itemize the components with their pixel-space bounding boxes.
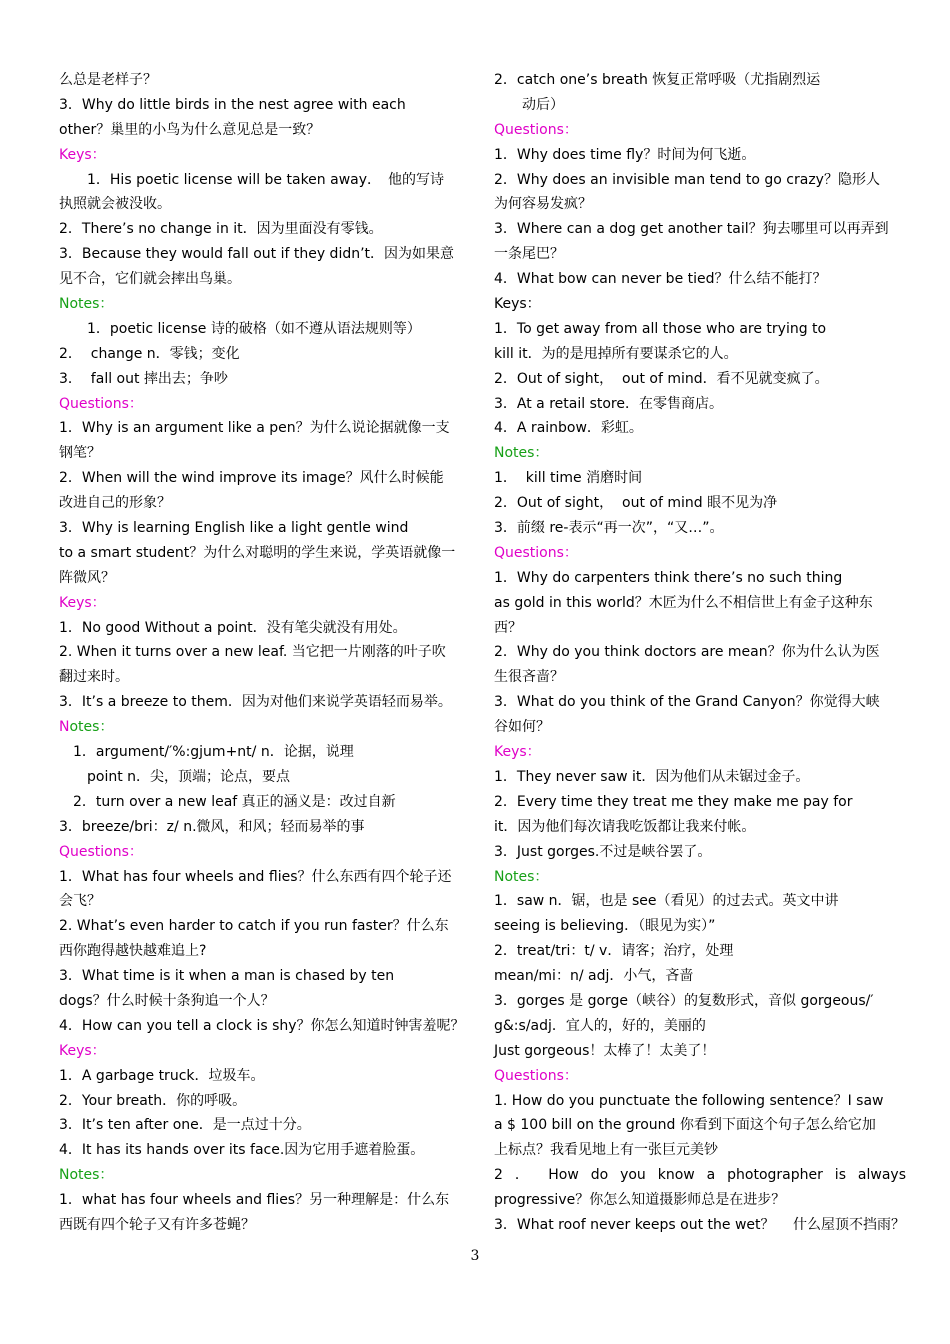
text-line: 阵微风？	[59, 569, 115, 586]
text-line: 2．turn over a new leaf 真正的涵义是：改过自新	[73, 793, 396, 810]
text-line: 3．前缀 re-表示“再一次”，“又…”。	[494, 520, 724, 537]
section-heading: Keys：	[59, 146, 106, 163]
text-line: as gold in this world？木匠为什么不相信世上有金子这种东	[494, 594, 873, 611]
text-line: 4．A rainbow．彩虹。	[494, 420, 643, 437]
text-line: 2．Out of sight， out of mind 眼不见为净	[494, 495, 778, 512]
text-line: 1．To get away from all those who are trying to	[494, 320, 827, 337]
text-line: 2. What’s even harder to catch if you run faster？什么东	[59, 918, 449, 935]
section-heading: Questions：	[494, 1067, 578, 1084]
text-line: 4．How can you tell a clock is shy？你怎么知道时钟害羞呢？	[59, 1017, 465, 1034]
text-line: 3．Why is learning English like a light gentle wind	[59, 520, 409, 537]
section-heading: Keys：	[59, 594, 106, 611]
text-line: Just gorgeous！太棒了！太美了！	[494, 1042, 716, 1059]
text-line: 1．Why do carpenters think there’s no such thing	[494, 569, 843, 586]
text-line: 1．poetic license 诗的破格（如不遵从语法规则等）	[87, 320, 421, 337]
text-line: g&:s/adj．宜人的，好的，美丽的	[494, 1017, 706, 1034]
text-line: other？巢里的小鸟为什么意见总是一致？	[59, 121, 321, 138]
text-line: dogs？什么时候十条狗追一个人？	[59, 992, 275, 1009]
text-line: 2．Out of sight， out of mind．看不见就变疯了。	[494, 370, 829, 387]
page-number: 3	[470, 1248, 480, 1264]
text-line: 2．Why do you think doctors are mean？你为什么认为医	[494, 644, 880, 661]
text-line: 会飞？	[59, 893, 101, 910]
text-line: 3． fall out 摔出去；争吵	[59, 370, 228, 387]
section-heading: Notes：	[59, 1167, 114, 1184]
text-line: 1．A garbage truck．垃圾车。	[59, 1067, 265, 1084]
text-line: 3．At a retail store．在零售商店。	[494, 395, 723, 412]
text-line: 2．There’s no change in it．因为里面没有零钱。	[59, 221, 383, 238]
text-line: 1． kill time 消磨时间	[494, 470, 643, 487]
section-heading: Keys：	[494, 296, 541, 313]
section-heading: Notes：	[494, 868, 549, 885]
text-line: 1．They never saw it．因为他们从未锯过金子。	[494, 768, 810, 785]
text-line: 1．what has four wheels and flies？另一种理解是：什么东	[59, 1192, 450, 1209]
text-line: 西？	[494, 619, 522, 636]
text-line: 2．treat/tri：t/ v．请客；治疗，处理	[494, 943, 734, 960]
section-heading: Questions：	[494, 544, 578, 561]
text-line: 1．argument/′%:gjum+nt/ n．论据，说理	[73, 744, 354, 761]
text-line: 2．catch one’s breath 恢复正常呼吸（尤指剧烈运	[494, 72, 821, 88]
text-line: point n．尖，顶端；论点，要点	[87, 768, 291, 785]
text-line: 生很吝啬？	[494, 669, 564, 686]
section-heading	[59, 715, 469, 740]
text-line: 1．What has four wheels and flies？什么东西有四个轮子还	[59, 868, 452, 885]
text-line: 2．Your breath．你的呼吸。	[59, 1092, 247, 1109]
text-line: kill it．为的是甩掉所有要谋杀它的人。	[494, 345, 738, 362]
text-line: 翻过来时。	[59, 669, 129, 686]
text-line: 2．Why does an invisible man tend to go crazy？隐形人	[494, 171, 880, 188]
text-line: 一条尾巴？	[494, 246, 564, 263]
text-line: mean/mi：n/ adj．小气，吝啬	[494, 968, 694, 985]
text-line: 2. When it turns over a new leaf. 当它把一片刚落的叶子吹	[59, 644, 446, 661]
text-line: 1. How do you punctuate the following sentence？I saw	[494, 1092, 884, 1109]
text-line: seeing is believing．（眼见为实）”	[494, 918, 716, 935]
text-line: 上标点？我看见地上有一张巨元美钞	[494, 1142, 718, 1159]
text-line: 见不合，它们就会摔出鸟巢。	[59, 271, 241, 288]
text-line: 执照就会被没收。	[59, 196, 171, 213]
text-line: 3．What time is it when a man is chased by ten	[59, 968, 395, 985]
text-line: 么总是老样子？	[59, 72, 157, 88]
text-line: 2．Every time they treat me they make me pay for	[494, 793, 853, 810]
section-heading: Keys：	[494, 744, 541, 761]
text-line: a $ 100 bill on the ground 你看到下面这个句子怎么给它加	[494, 1117, 876, 1134]
section-heading: Questions：	[59, 843, 143, 860]
text-line: 3．Why do little birds in the nest agree with each	[59, 96, 406, 113]
text-line: 2． change n．零钱；变化	[59, 345, 240, 362]
text-line: 1．Why does time fly？时间为何飞逝。	[494, 146, 756, 163]
text-line: progressive？你怎么知道摄影师总是在进步？	[494, 1192, 786, 1209]
text-line: 3．Just gorges.不过是峡谷罢了。	[494, 843, 712, 860]
text-line: 钢笔？	[59, 445, 101, 462]
text-line: 动后）	[522, 96, 564, 113]
text-line: to a smart student？为什么对聪明的学生来说，学英语就像一	[59, 544, 456, 561]
left-column	[59, 68, 469, 1238]
text-line: 3．gorges 是 gorge（峡谷）的复数形式，音似 gorgeous/′	[494, 992, 874, 1009]
text-line: 3．What do you think of the Grand Canyon？你觉得大峡	[494, 694, 880, 711]
text-line: 改进自己的形象？	[59, 495, 171, 512]
text-line: 1．Why is an argument like a pen？为什么说论据就像一支	[59, 420, 450, 437]
section-heading: Questions：	[59, 395, 143, 412]
section-heading: Questions：	[494, 121, 578, 138]
text-line: 1．saw n．锯，也是 see（看见）的过去式。英文中讲	[494, 893, 839, 910]
section-heading: Notes：	[59, 296, 114, 313]
text-line: 3．Because they would fall out if they didn’t．因为如果意	[59, 246, 455, 263]
text-line: 3．Where can a dog get another tail？狗去哪里可以再弄到	[494, 221, 889, 238]
section-heading: Notes：	[494, 445, 549, 462]
heading-initial: N	[59, 719, 70, 736]
text-line: 2 ． How do you know a photographer is always	[494, 1167, 906, 1184]
text-line: 西你跑得越快越难追上?	[59, 943, 207, 960]
section-heading: Keys：	[59, 1042, 106, 1059]
right-column	[494, 68, 906, 1238]
text-line: 为何容易发疯？	[494, 196, 592, 213]
text-line: 1．No good Without a point．没有笔尖就没有用处。	[59, 619, 407, 636]
heading-rest: otes：	[69, 719, 114, 736]
text-line: 3．It’s ten after one．是一点过十分。	[59, 1117, 311, 1134]
text-line: 4．What bow can never be tied？什么结不能打？	[494, 271, 827, 288]
text-line: it．因为他们每次请我吃饭都让我来付帐。	[494, 818, 756, 835]
text-line: 3．breeze/bri：z/ n.微风，和风；轻而易举的事	[59, 818, 365, 835]
text-line: 1．His poetic license will be taken away． 他的写诗	[87, 171, 445, 188]
text-line: 西既有四个轮子又有许多苍蝇？	[59, 1216, 255, 1233]
text-line: 2．When will the wind improve its image？风什么时候能	[59, 470, 444, 487]
text-line: 4．It has its hands over its face.因为它用手遮着脸蛋。	[59, 1142, 425, 1159]
text-line: 3．What roof never keeps out the wet？ 什么屋顶不挡雨？	[494, 1216, 905, 1233]
text-line: 3．It’s a breeze to them．因为对他们来说学英语轻而易举。	[59, 694, 452, 711]
text-line: 谷如何？	[494, 719, 550, 736]
